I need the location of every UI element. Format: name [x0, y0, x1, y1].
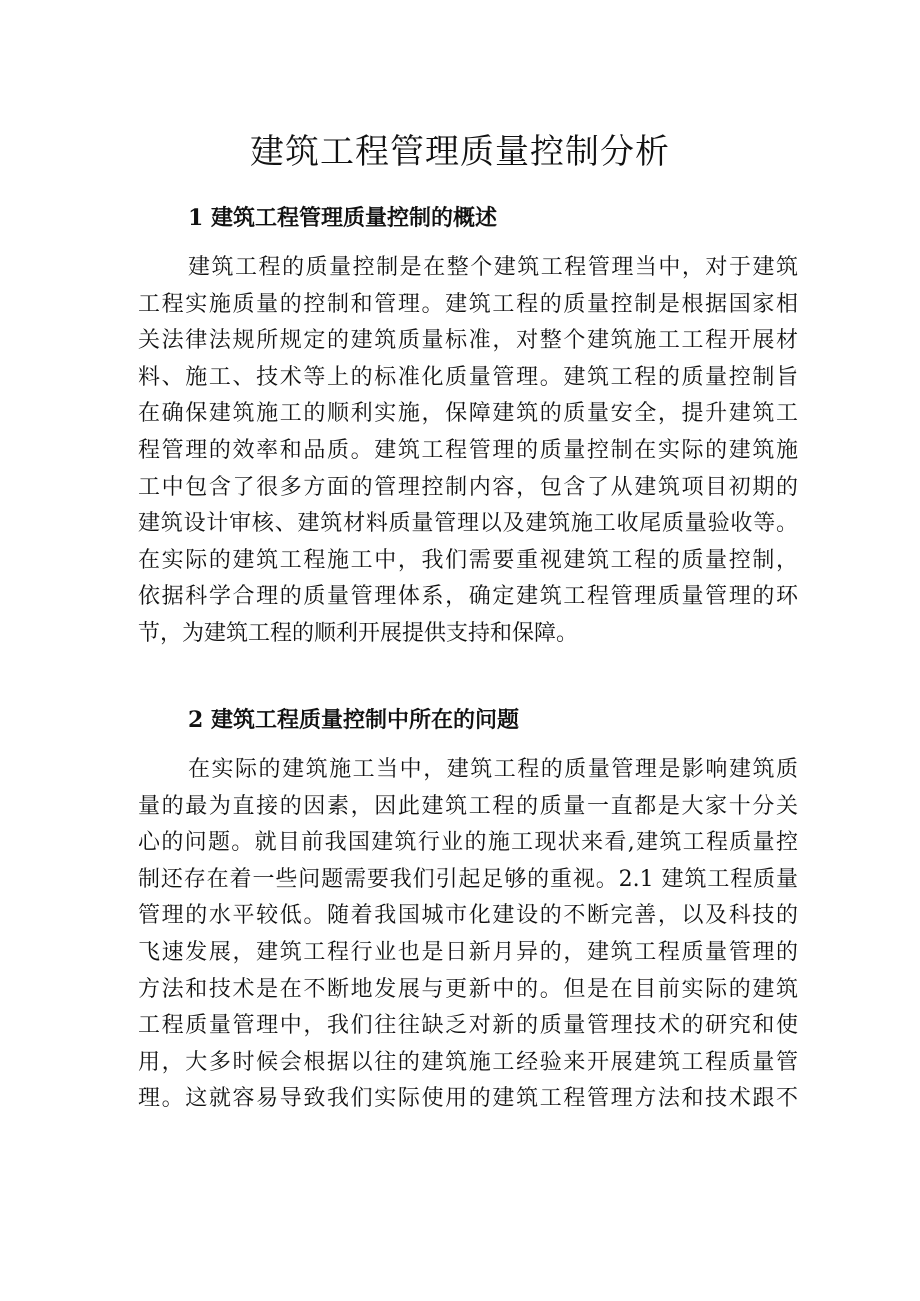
paragraph-line: 建筑工程的质量控制是在整个建筑工程管理当中，对于建筑	[188, 255, 798, 280]
paragraph-line: 制还存在着一些问题需要我们引起足够的重视。2.1 建筑工程质量	[138, 866, 798, 892]
paragraph-line: 在实际的建筑施工当中，建筑工程的质量管理是影响建筑质	[188, 757, 798, 782]
section-heading-1: 1 建筑工程管理质量控制的概述	[188, 205, 497, 231]
paragraph-line: 在确保建筑施工的顺利实施，保障建筑的质量安全，提升建筑工	[138, 401, 798, 427]
paragraph-line: 依据科学合理的质量管理体系，确定建筑工程管理质量管理的环	[138, 584, 798, 610]
paragraph-line: 料、施工、技术等上的标准化质量管理。建筑工程的质量控制旨	[138, 364, 798, 390]
paragraph-line: 管理的水平较低。随着我国城市化建设的不断完善，以及科技的	[138, 903, 798, 929]
paragraph-line: 在实际的建筑工程施工中，我们需要重视建筑工程的质量控制，	[138, 547, 798, 573]
section-2-paragraph	[138, 752, 798, 1118]
document-title: 建筑工程管理质量控制分析	[250, 132, 670, 172]
paragraph-line: 工程质量管理中，我们往往缺乏对新的质量管理技术的研究和使	[138, 1013, 798, 1039]
paragraph-line: 建筑设计审核、建筑材料质量管理以及建筑施工收尾质量验收等。	[138, 511, 798, 537]
paragraph-line: 心的问题。就目前我国建筑行业的施工现状来看,建筑工程质量控	[138, 830, 798, 856]
paragraph-line: 关法律法规所规定的建筑质量标准，对整个建筑施工工程开展材	[138, 328, 798, 354]
section-heading-2: 2 建筑工程质量控制中所在的问题	[188, 707, 519, 733]
paragraph-line: 用，大多时候会根据以往的建筑施工经验来开展建筑工程质量管	[138, 1049, 798, 1075]
paragraph-line: 工程实施质量的控制和管理。建筑工程的质量控制是根据国家相	[138, 291, 798, 317]
paragraph-line: 程管理的效率和品质。建筑工程管理的质量控制在实际的建筑施	[138, 437, 798, 463]
section-1-paragraph	[138, 250, 798, 653]
paragraph-line: 工中包含了很多方面的管理控制内容，包含了从建筑项目初期的	[138, 474, 798, 500]
paragraph-line: 量的最为直接的因素，因此建筑工程的质量一直都是大家十分关	[138, 793, 798, 819]
paragraph-line: 理。这就容易导致我们实际使用的建筑工程管理方法和技术跟不	[138, 1086, 798, 1112]
paragraph-line: 飞速发展，建筑工程行业也是日新月异的，建筑工程质量管理的	[138, 939, 798, 965]
paragraph-line: 节，为建筑工程的顺利开展提供支持和保障。	[138, 620, 579, 646]
paragraph-line: 方法和技术是在不断地发展与更新中的。但是在目前实际的建筑	[138, 976, 798, 1002]
